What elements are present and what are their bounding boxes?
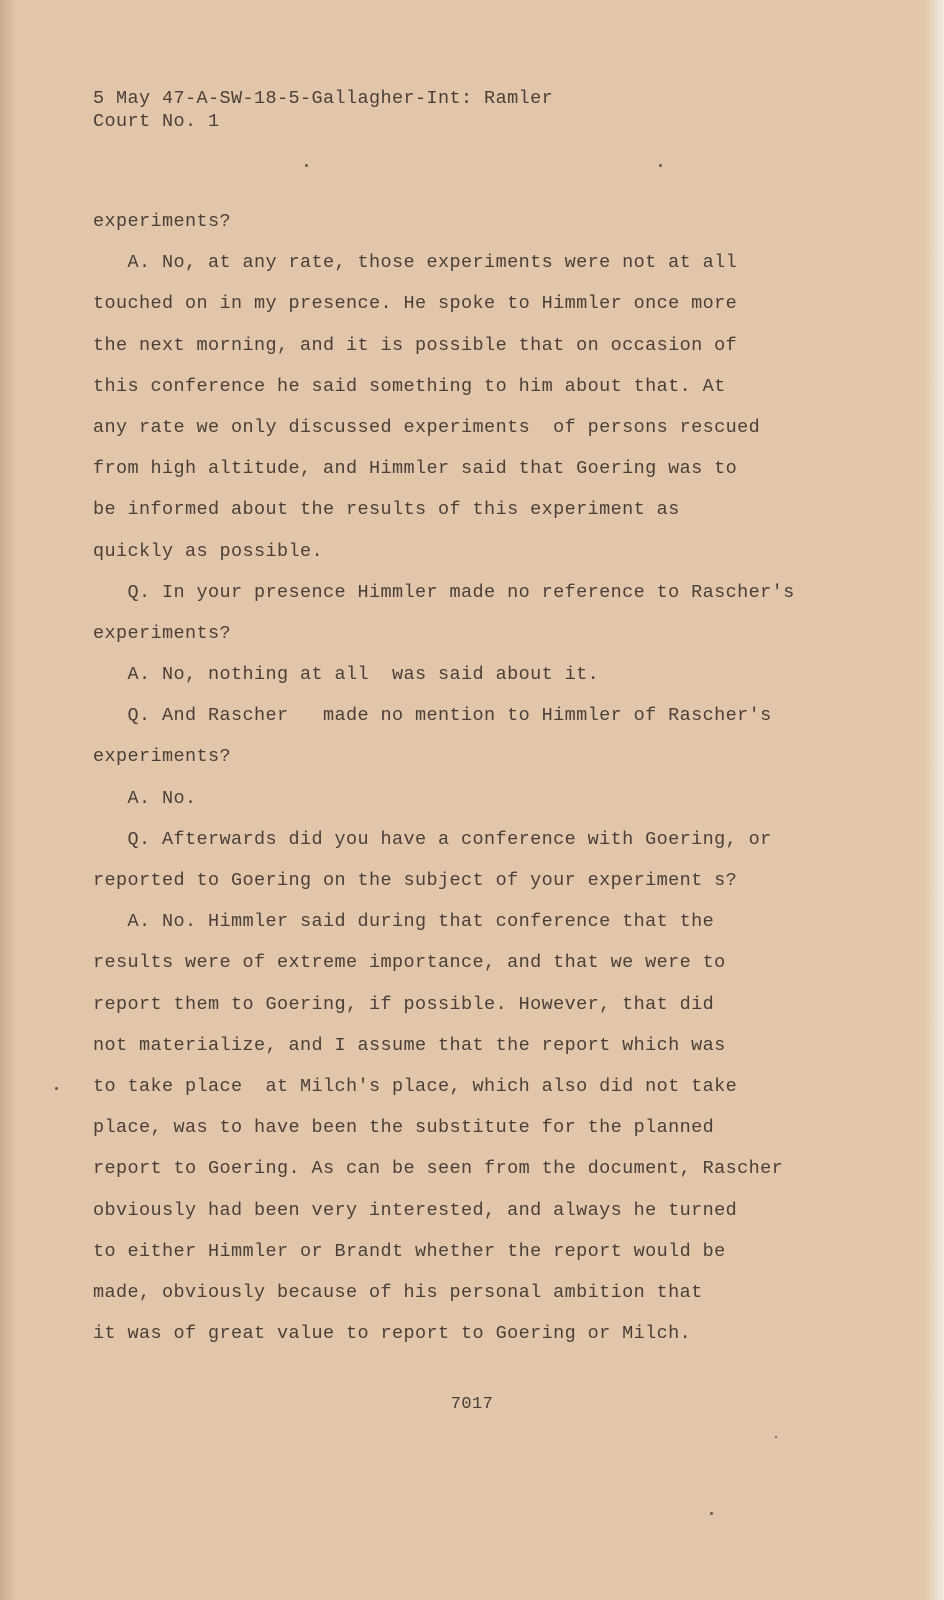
transcript-line: this conference he said something to him about that. At bbox=[93, 375, 726, 397]
paper-speck bbox=[305, 164, 308, 167]
transcript-line: report them to Goering, if possible. However, that did bbox=[93, 993, 715, 1015]
transcript-line: obviously had been very interested, and always he turned bbox=[93, 1199, 738, 1221]
transcript-line: the next morning, and it is possible that on occasion of bbox=[93, 334, 738, 356]
transcript-line: to take place at Milch's place, which also did not take bbox=[93, 1075, 738, 1097]
transcript-line: Q. In your presence Himmler made no reference to Rascher's bbox=[93, 581, 795, 603]
header-court-line: Court No. 1 bbox=[93, 111, 220, 132]
transcript-line: quickly as possible. bbox=[93, 540, 324, 562]
transcript-line: A. No. Himmler said during that conference that the bbox=[93, 911, 715, 933]
header-session-line: 5 May 47-A-SW-18-5-Gallagher-Int: Ramler bbox=[93, 88, 554, 109]
transcript-line: A. No, at any rate, those experiments were not at all bbox=[93, 252, 738, 274]
transcript-line: experiments? bbox=[93, 211, 232, 232]
transcript-line: Q. Afterwards did you have a conference with Goering, or bbox=[93, 828, 772, 850]
transcript-line: A. No. bbox=[93, 787, 197, 809]
transcript-line: any rate we only discussed experiments of persons rescued bbox=[93, 416, 761, 438]
transcript-line: from high altitude, and Himmler said that Goering was to bbox=[93, 458, 738, 480]
paper-speck bbox=[55, 1087, 58, 1090]
transcript-line: made, obviously because of his personal ambition that bbox=[93, 1281, 703, 1303]
transcript-body bbox=[0, 208, 944, 1361]
transcript-line: experiments? bbox=[93, 622, 232, 644]
paper-speck bbox=[659, 164, 662, 167]
transcript-line: not materialize, and I assume that the report which was bbox=[93, 1034, 726, 1056]
paper-speck bbox=[710, 1512, 713, 1515]
transcript-line: Q. And Rascher made no mention to Himmler of Rascher's bbox=[93, 705, 772, 727]
transcript-line: place, was to have been the substitute for the planned bbox=[93, 1117, 715, 1139]
transcript-line: report to Goering. As can be seen from the document, Rascher bbox=[93, 1158, 784, 1180]
page-number: 7017 bbox=[450, 1395, 494, 1414]
paper-speck bbox=[775, 1436, 777, 1438]
transcript-line: it was of great value to report to Goering or Milch. bbox=[93, 1323, 692, 1345]
transcript-line: touched on in my presence. He spoke to Himmler once more bbox=[93, 293, 738, 315]
transcript-line: experiments? bbox=[93, 746, 232, 768]
transcript-line: results were of extreme importance, and that we were to bbox=[93, 952, 726, 974]
transcript-line: to either Himmler or Brandt whether the report would be bbox=[93, 1240, 726, 1262]
transcript-line: reported to Goering on the subject of your experiment s? bbox=[93, 870, 738, 891]
transcript-line: A. No, nothing at all was said about it. bbox=[93, 664, 600, 686]
transcript-line: be informed about the results of this experiment as bbox=[93, 499, 680, 521]
